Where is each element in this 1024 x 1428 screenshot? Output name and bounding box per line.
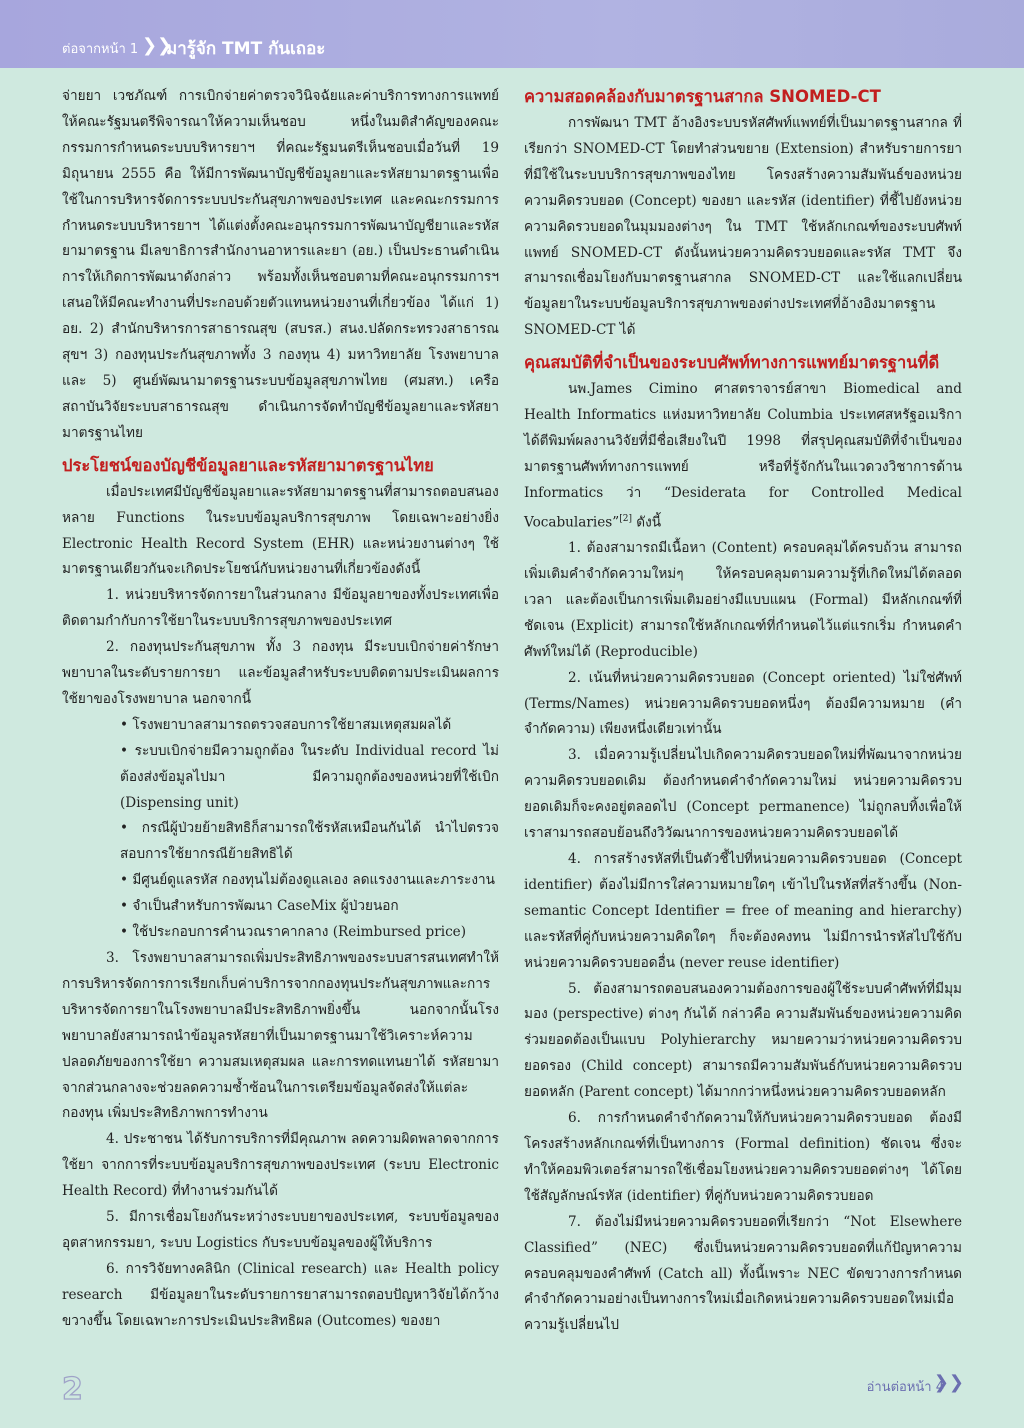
benefit-item-2: 2. กองทุนประกันสุขภาพ ทั้ง 3 กองทุน มีระบบเบิกจ่ายค่ารักษาพยาบาลในระดับรายการยา และข้อมูลสำหรับระบบติดตามประเมินผลการใช้ยาของโรงพยาบาล นอกจากนี้	[62, 639, 499, 707]
benefit-item-1: 1. หน่วยบริหารจัดการยาในส่วนกลาง มีข้อมูลยาของทั้งประเทศเพื่อติดตามกำกับการใช้ยาในระบบบริการสุขภาพของประเทศ	[62, 587, 499, 630]
header-band	[0, 0, 1024, 68]
double-chevron-right-icon: ❯❯	[142, 35, 173, 56]
property-item-6: 6. การกำหนดคำจำกัดความให้กับหน่วยความคิดรวบยอด ต้องมีโครงสร้างหลักเกณฑ์ที่เป็นทางการ (Formal definition) ชัดเจน ซึ่งจะทำให้คอมพิวเตอร์สามารถใช้เชื่อมโยงหน่วยความคิดรวบยอดต่างๆ ได้โดยใช้สัญลักษณ์รหัส (identifier) ที่คู่กับหน่วยความคิดรวบยอด	[524, 1110, 962, 1204]
reference-marker: [2]	[619, 513, 632, 524]
properties-heading: คุณสมบัติที่จำเป็นของระบบศัพท์ทางการแพทย์มาตรฐานที่ดี	[524, 353, 940, 373]
snomed-heading: ความสอดคล้องกับมาตรฐานสากล SNOMED-CT	[524, 87, 881, 106]
benefit-item-4: 4. ประชาชน ได้รับการบริการที่มีคุณภาพ ลดความผิดพลาดจากการใช้ยา จากการที่ระบบข้อมูลบริการสุขภาพของประเทศ (ระบบ Electronic Health Record) ที่ทำงานร่วมกันได้	[62, 1131, 499, 1200]
property-item-1: 1. ต้องสามารถมีเนื้อหา (Content) ครอบคลุมได้ครบถ้วน สามารถเพิ่มเติมคำจำกัดความใหม่ๆ ให้ครอบคลุมตามความรู้ที่เกิดใหม่ได้ตลอดเวลา และต้องเป็นการเพิ่มเติมอย่างมีแบบแผน (Formal) มีหลักเกณฑ์ที่ชัดเจน (Explicit) สามารถใช้หลักเกณฑ์ที่กำหนดไว้แต่แรกเริ่ม กำหนดคำศัพท์ใหม่ได้ (Reproducible)	[524, 540, 962, 660]
property-item-2: 2. เน้นที่หน่วยความคิดรวบยอด (Concept oriented) ไม่ใช่ศัพท์ (Terms/Names) หน่วยความคิดรวบยอดหนึ่งๆ ต้องมีความหมาย (คำจำกัดความ) เพียงหนึ่งเดียวเท่านั้น	[524, 669, 962, 738]
bullet-item: • มีศูนย์ดูแลรหัส กองทุนไม่ต้องดูแลเอง ลดแรงงานและภาระงาน	[120, 872, 495, 889]
cimino-tail: ดังนี้	[631, 514, 662, 531]
benefit-item-5: 5. มีการเชื่อมโยงกันระหว่างระบบยาของประเทศ, ระบบข้อมูลของอุตสาหกรรมยา, ระบบ Logistics กับระบบข้อมูลของผู้ให้บริการ	[62, 1209, 499, 1251]
bullet-item: • โรงพยาบาลสามารถตรวจสอบการใช้ยาสมเหตุสมผลได้	[120, 716, 452, 733]
benefit-item-3: 3. โรงพยาบาลสามารถเพิ่มประสิทธิภาพของระบบสารสนเทศทำให้การบริหารจัดการการเรียกเก็บค่าบริการจากกองทุนประกันสุขภาพและการบริหารจัดการยาในโรงพยาบาลมีประสิทธิภาพยิ่งขึ้น นอกจากนั้นโรงพยาบาลยังสามารถนำข้อมูลรหัสยาที่เป็นมาตรฐานมาใช้วิเคราะห์ความปลอดภัยของการใช้ยา ความสมเหตุสมผล และการทดแทนยาได้ รหัสยามาจากส่วนกลางจะช่วยลดความซ้ำซ้อนในการเตรียมข้อมูลจัดส่งให้แต่ละกองทุน เพิ่มประสิทธิภาพการทำงาน	[62, 950, 499, 1122]
property-item-3: 3. เมื่อความรู้เปลี่ยนไปเกิดความคิดรวบยอดใหม่ที่พัฒนาจากหน่วยความคิดรวบยอดเดิม ต้องกำหนดคำจำกัดความใหม่ หน่วยความคิดรวบยอดเดิมก็จะคงอยู่ตลอดไป (Concept permanence) ไม่ถูกลบทิ้งเพื่อให้เราสามารถสอบย้อนถึงวิวัฒนาการของหน่วยความคิดรวบยอดได้	[524, 747, 962, 842]
benefits-intro: เมื่อประเทศมีบัญชีข้อมูลยาและรหัสยามาตรฐานที่สามารถตอบสนองหลาย Functions ในระบบข้อมูลบริการสุขภาพ โดยเฉพาะอย่างยิ่ง Electronic Health Record System (EHR) และหน่วยงานต่างๆ ใช้มาตรฐานเดียวกันจะเกิดประโยชน์กับหน่วยงานที่เกี่ยวข้องดังนี้	[62, 483, 499, 578]
right-column	[524, 84, 962, 1339]
left-column	[62, 84, 499, 1335]
property-item-4: 4. การสร้างรหัสที่เป็นตัวชี้ไปที่หน่วยความคิดรวบยอด (Concept identifier) ต้องไม่มีการใส่ความหมายใดๆ เข้าไปในรหัสที่สร้างขึ้น (Non-semantic Concept Identifier = free of meaning and hierarchy) และรหัสที่คู่กับหน่วยความคิดใดๆ ก็จะต้องคงทน ไม่มีการนำรหัสไปใช้กับหน่วยความคิดรวบยอดอื่น (never reuse identifier)	[524, 851, 962, 971]
property-item-7: 7. ต้องไม่มีหน่วยความคิดรวบยอดที่เรียกว่า “Not Elsewhere Classified” (NEC) ซึ่งเป็นหน่วยความคิดรวบยอดที่แก้ปัญหาความครอบคลุมของคำศัพท์ (Catch all) ทั้งนี้เพราะ NEC ขัดขวางการกำหนดคำจำกัดความอย่างเป็นทางการใหม่เมื่อเกิดหน่วยความคิดรวบยอดใหม่เมื่อความรู้เปลี่ยนไป	[524, 1213, 962, 1334]
snomed-paragraph: การพัฒนา TMT อ้างอิงระบบรหัสศัพท์แพทย์ที่เป็นมาตรฐานสากล ที่เรียกว่า SNOMED-CT โดยทำส่วนขยาย (Extension) สำหรับรายการยาที่มีใช้ในระบบบริการสุขภาพของไทย โครงสร้างความสัมพันธ์ของหน่วยความคิดรวบยอด (Concept) ของยา และรหัส (identifier) ที่ชี้ไปยังหน่วยความคิดรวบยอดในมุมมองต่างๆ ใน TMT ใช้หลักเกณฑ์ของระบบศัพท์แพทย์ SNOMED-CT ดังนั้นหน่วยความคิดรวบยอดและรหัส TMT จึงสามารถเชื่อมโยงกับมาตรฐานสากล SNOMED-CT และใช้แลกเปลี่ยนข้อมูลยาในระบบข้อมูลบริการสุขภาพของต่างประเทศที่อ้างอิงมาตรฐาน SNOMED-CT ได้	[524, 115, 962, 339]
bullet-item: • ระบบเบิกจ่ายมีความถูกต้อง ในระดับ Individual record ไม่ต้องส่งข้อมูลไปมา มีความถูกต้องของหน่วยที่ใช้เบิก (Dispensing unit)	[120, 742, 499, 811]
continued-on-label: อ่านต่อหน้า 4	[866, 1380, 944, 1395]
continued-from-label: ต่อจากหน้า 1	[62, 42, 139, 57]
bullet-item: • กรณีผู้ป่วยย้ายสิทธิก็สามารถใช้รหัสเหมือนกันได้ นำไปตรวจสอบการใช้ยากรณีย้ายสิทธิได้	[120, 820, 499, 863]
benefit-item-6: 6. การวิจัยทางคลินิก (Clinical research) และ Health policy research มีข้อมูลยาในระดับรายการยาสามารถตอบปัญหาวิจัยได้กว้างขวางขึ้น โดยเฉพาะการประเมินประสิทธิผล (Outcomes) ของยา	[62, 1260, 499, 1329]
cimino-text: นพ.James Cimino ศาสตราจารย์สาขา Biomedical and Health Informatics แห่งมหาวิทยาลัย Columbia ประเทศสหรัฐอเมริกา ได้ตีพิมพ์ผลงานวิจัยที่มีชื่อเสียงในปี 1998 ที่สรุปคุณสมบัติที่จำเป็นของมาตรฐานศัพท์ทางการแพทย์ หรือที่รู้จักกันในแวดวงวิชาการด้าน Informatics ว่า “Desiderata for Controlled Medical Vocabularies”	[524, 381, 962, 531]
page-number: 2	[62, 1372, 83, 1407]
property-item-5: 5. ต้องสามารถตอบสนองความต้องการของผู้ใช้ระบบคำศัพท์ที่มีมุมมอง (perspective) ต่างๆ กันได้ กล่าวคือ ความสัมพันธ์ของหน่วยความคิดร่วมยอดต้องเป็นแบบ Polyhierarchy หมายความว่าหน่วยความคิดรวบยอดรอง (Child concept) สามารถมีความสัมพันธ์กับหน่วยความคิดรวบยอดหลัก (Parent concept) ได้มากกว่าหนึ่งหน่วยความคิดรวบยอดหลัก	[524, 980, 962, 1101]
double-chevron-right-icon: ❯❯	[933, 1372, 964, 1393]
benefits-heading: ประโยชน์ของบัญชีข้อมูลยาและรหัสยามาตรฐานไทย	[62, 455, 434, 475]
bullet-item: • จำเป็นสำหรับการพัฒนา CaseMix ผู้ป่วยนอก	[120, 898, 399, 915]
intro-paragraph: จ่ายยา เวชภัณฑ์ การเบิกจ่ายค่าตรวจวินิจฉัยและค่าบริการทางการแพทย์ให้คณะรัฐมนตรีพิจารณาให้ความเห็นชอบ หนึ่งในมติสำคัญของคณะกรรมการกำหนดระบบบริหารยาฯ ที่คณะรัฐมนตรีเห็นชอบเมื่อวันที่ 19 มิถุนายน 2555 คือ ให้มีการพัฒนาบัญชีข้อมูลยาและรหัสยามาตรฐานเพื่อใช้ในการบริหารจัดการระบบประกันสุขภาพของประเทศ และคณะกรรมการกำหนดระบบบริหารยาฯ ได้แต่งตั้งคณะอนุกรรมการพัฒนาบัญชียาและรหัสยามาตรฐาน มีเลขาธิการสำนักงานอาหารและยา (อย.) เป็นประธานดำเนินการให้เกิดการพัฒนาดังกล่าว พร้อมทั้งเห็นชอบตามที่คณะอนุกรรมการฯ เสนอให้มีคณะทำงานที่ประกอบด้วยตัวแทนหน่วยงานที่เกี่ยวข้อง ได้แก่ 1) อย. 2) สำนักบริหารการสาธารณสุข (สบรส.) สนง.ปลัดกระทรวงสาธารณสุขฯ 3) กองทุนประกันสุขภาพทั้ง 3 กองทุน 4) มหาวิทยาลัย โรงพยาบาล และ 5) ศูนย์พัฒนามาตรฐานระบบข้อมูลสุขภาพไทย (ศมสท.) เครือสถาบันวิจัยระบบสาธารณสุข ดำเนินการจัดทำบัญชีข้อมูลยาและรหัสยามาตรฐานไทย	[62, 88, 499, 441]
cimino-paragraph	[524, 377, 962, 536]
section-title: มารู้จัก TMT กันเถอะ	[166, 39, 326, 59]
bullet-item: • ใช้ประกอบการคำนวณราคากลาง (Reimbursed price)	[120, 924, 467, 941]
